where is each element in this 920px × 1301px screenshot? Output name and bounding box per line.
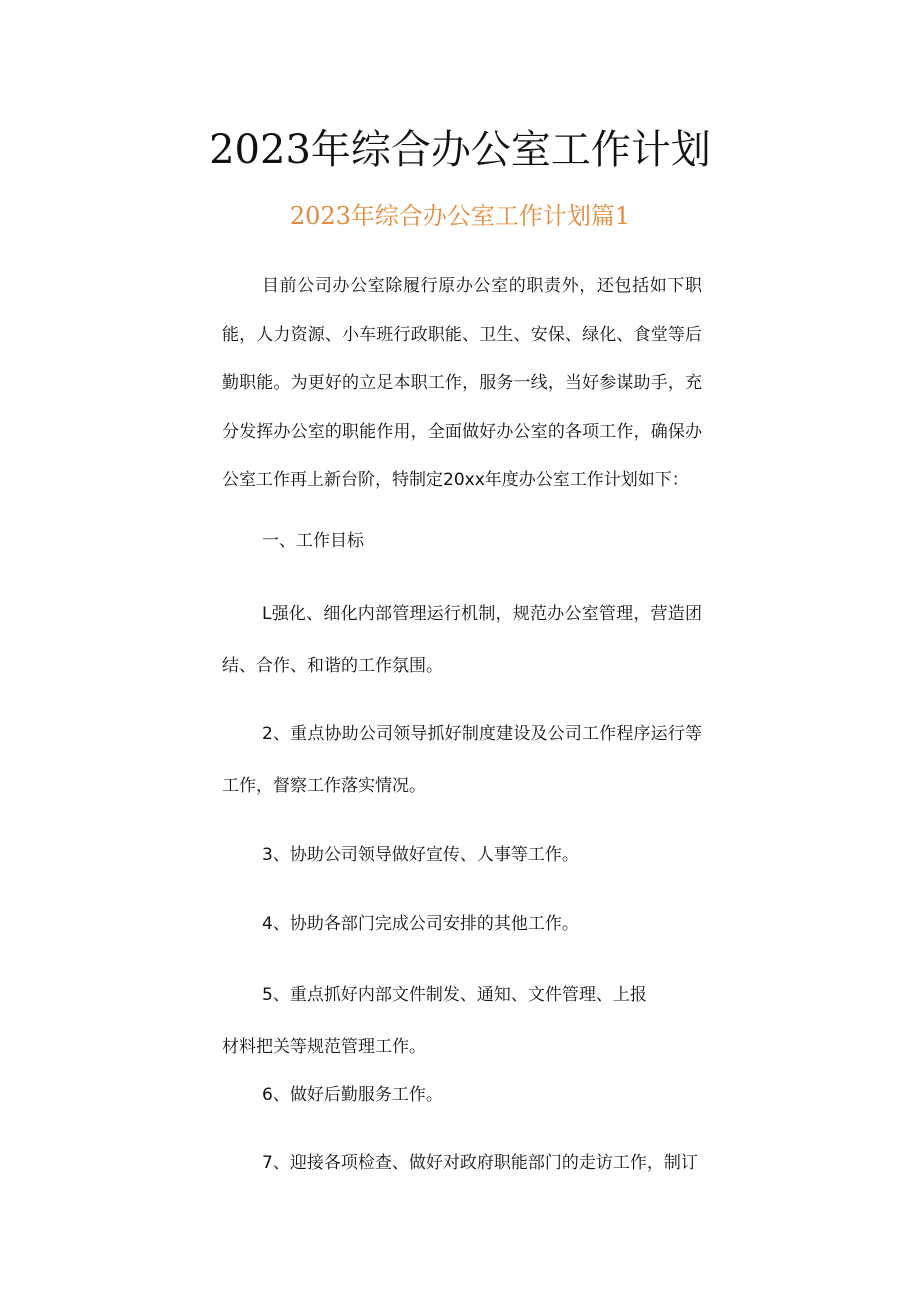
list-item: 6、做好后勤服务工作。	[262, 1085, 443, 1105]
document-title: 2023年综合办公室工作计划	[209, 127, 711, 173]
list-item: 5、重点抓好内部文件制发、通知、文件管理、上报	[262, 985, 647, 1005]
section-heading: 一、工作目标	[262, 531, 364, 551]
document-subtitle: 2023年综合办公室工作计划篇1	[289, 202, 631, 230]
list-item: L强化、细化内部管理运行机制，规范办公室管理，营造团结、合作、和谐的工作氛围。	[222, 604, 702, 676]
intro-paragraph: 目前公司办公室除履行原办公室的职责外，还包括如下职能，人力资源、小车班行政职能、卫生、安保、绿化、食堂等后勤职能。为更好的立足本职工作，服务一线，当好参谋助手，充分发挥办公室的职能作用，全面做好办公室的各项工作，确保办公室工作再上新台阶，特制定20xx年度办公室工作计划如下：	[222, 276, 702, 490]
list-item: 4、协助各部门完成公司安排的其他工作。	[262, 914, 579, 934]
list-item: 3、协助公司领导做好宣传、人事等工作。	[262, 845, 579, 865]
list-item: 7、迎接各项检查、做好对政府职能部门的走访工作，制订	[262, 1153, 698, 1173]
list-item: 2、重点协助公司领导抓好制度建设及公司工作程序运行等工作，督察工作落实情况。	[222, 724, 702, 796]
list-item: 材料把关等规范管理工作。	[222, 1037, 426, 1057]
